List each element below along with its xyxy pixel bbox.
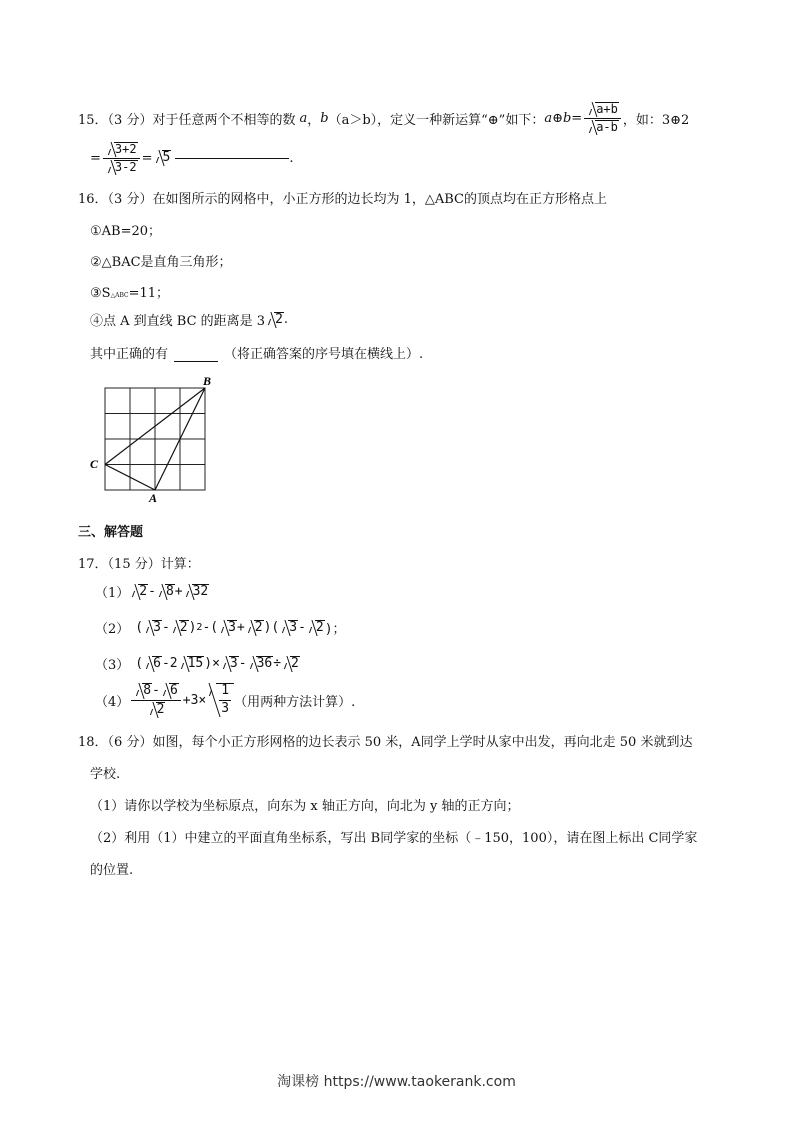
q16-option-3-subscript: △ABC bbox=[110, 292, 129, 299]
q18-line-4: （2）利用（1）中建立的平面直角坐标系，写出 B同学家的坐标（﹣150，100），请在图上标出 C同学家 bbox=[90, 831, 698, 846]
q17-part4-inner-fraction: $\frac{1}{3}$ bbox=[221, 683, 230, 716]
q17-part-4 bbox=[95, 680, 355, 720]
sqrt-symbol: 6 bbox=[143, 656, 162, 672]
sqrt-symbol: 8 bbox=[133, 683, 152, 699]
sqrt-symbol: 3 bbox=[279, 620, 298, 636]
sqrt-symbol: a+b bbox=[586, 102, 619, 117]
q16-option-2: ②△BAC是直角三角形； bbox=[90, 255, 232, 270]
part-label: （3） bbox=[95, 658, 130, 673]
q15-var-a: a bbox=[299, 110, 308, 126]
q17-stem: 17．（15 分）计算： bbox=[78, 557, 200, 572]
q16-answer-blank[interactable] bbox=[174, 347, 218, 362]
q16-option-4 bbox=[90, 310, 288, 329]
q15-example: ，如：3⊕2 bbox=[622, 112, 690, 128]
vertex-label-a: A bbox=[149, 491, 158, 504]
vertex-label-b: B bbox=[203, 374, 212, 388]
sqrt-symbol: 2 bbox=[265, 312, 284, 328]
q18-line-1: 18．（6 分）如图，每个小正方形网格的边长表示 50 米，A同学上学时从家中出发，再向北走 50 米就到达 bbox=[78, 735, 693, 750]
sqrt-symbol: 15 bbox=[178, 656, 205, 672]
sqrt-symbol: 3 bbox=[220, 656, 239, 672]
sqrt-symbol: 5 bbox=[153, 150, 172, 166]
period: . bbox=[289, 150, 294, 166]
q17-part-1: （1） 2 - 8 + 32 bbox=[95, 583, 209, 601]
sqrt-symbol: a-b bbox=[586, 120, 619, 135]
q15-example-fraction bbox=[103, 142, 140, 175]
part-label: （4） bbox=[95, 694, 130, 710]
sqrt-symbol: 2 bbox=[129, 584, 148, 600]
vertex-label-c: C bbox=[90, 457, 99, 471]
q15-answer-blank[interactable] bbox=[175, 158, 289, 159]
exponent: 2 bbox=[196, 622, 203, 633]
q16-option-3-suffix: =11； bbox=[128, 286, 170, 301]
q18-line-2: 学校. bbox=[90, 767, 121, 782]
sqrt-symbol: 3-2 bbox=[105, 160, 138, 175]
sqrt-symbol: 2 bbox=[147, 702, 166, 718]
sqrt-symbol: 2 bbox=[170, 620, 189, 636]
plus-three-times: +3× bbox=[182, 692, 207, 708]
q16-answer-line bbox=[90, 343, 423, 362]
q16-answer-suffix: （将正确答案的序号填在横线上）. bbox=[224, 347, 424, 362]
sqrt-symbol: 6 bbox=[160, 683, 179, 699]
sqrt-symbol: 36 bbox=[247, 656, 274, 672]
q15-stem: 15．（3 分）对于任意两个不相等的数 bbox=[78, 112, 296, 128]
sqrt-symbol: 32 bbox=[183, 584, 210, 600]
sqrt-symbol: 2 bbox=[281, 656, 300, 672]
sqrt-symbol: 2 bbox=[245, 620, 264, 636]
q16-option-1: ①AB=20； bbox=[90, 224, 162, 239]
q16-grid-figure bbox=[85, 372, 220, 504]
q16-option-3 bbox=[90, 282, 169, 301]
section-title: 三、解答题 bbox=[78, 525, 144, 540]
q16-answer-prefix: 其中正确的有 bbox=[90, 347, 169, 362]
q15-var-b: b bbox=[320, 110, 329, 126]
q18-line-5: 的位置. bbox=[90, 863, 134, 878]
part-label: （1） bbox=[95, 586, 130, 601]
sqrt-symbol: 3+2 bbox=[105, 142, 138, 157]
part-label: （2） bbox=[95, 622, 130, 637]
q16-option-4-suffix: . bbox=[283, 312, 289, 327]
q16-option-4-prefix: ④点 A 到直线 BC 的距离是 3 bbox=[90, 314, 266, 329]
q16-stem: 16．（3 分）在如图所示的网格中，小正方形的边长均为 1，△ABC的顶点均在正方形格点上 bbox=[78, 192, 607, 207]
q18-line-3: （1）请你以学校为坐标原点，向东为 x 轴正方向，向北为 y 轴的正方向； bbox=[90, 799, 520, 814]
sqrt-symbol: 2 bbox=[306, 620, 325, 636]
sqrt-symbol: 3 bbox=[218, 620, 237, 636]
q17-part-3: （3） ( 6 -2 15 )× 3 - 36 ÷ 2 bbox=[95, 655, 299, 673]
q15-def-fraction bbox=[584, 102, 621, 135]
sqrt-symbol bbox=[206, 683, 234, 717]
equals-sign: = bbox=[90, 150, 101, 166]
q15-line2 bbox=[90, 140, 293, 176]
q15-def-lhs: a⊕b= bbox=[544, 110, 583, 126]
q15-line1: 15．（3 分）对于任意两个不相等的数 a ， b （a＞b），定义一种新运算“⊕”如下： a⊕b= $\frac{a+b}{a-b}$ ，如：3⊕2 bbox=[78, 101, 690, 134]
q17-part4-note: （用两种方法计算）. bbox=[234, 694, 356, 710]
q16-option-3-prefix: ③S bbox=[90, 286, 111, 301]
sqrt-symbol: 3 bbox=[143, 620, 162, 636]
q17-part4-fraction: 8- 6 2 bbox=[131, 683, 180, 718]
sqrt-symbol: 8 bbox=[156, 584, 175, 600]
footer-watermark: 淘课榜 https://www.taokerank.com bbox=[277, 1074, 516, 1090]
q15-cond: （a＞b），定义一种新运算“⊕”如下： bbox=[328, 112, 545, 128]
q17-part-2: （2） ( 3 - 2 ) 2 -( 3 + 2 )( 3 - 2 )； bbox=[95, 619, 346, 637]
equals-sign: = bbox=[141, 150, 153, 166]
grid-lines bbox=[105, 388, 205, 490]
